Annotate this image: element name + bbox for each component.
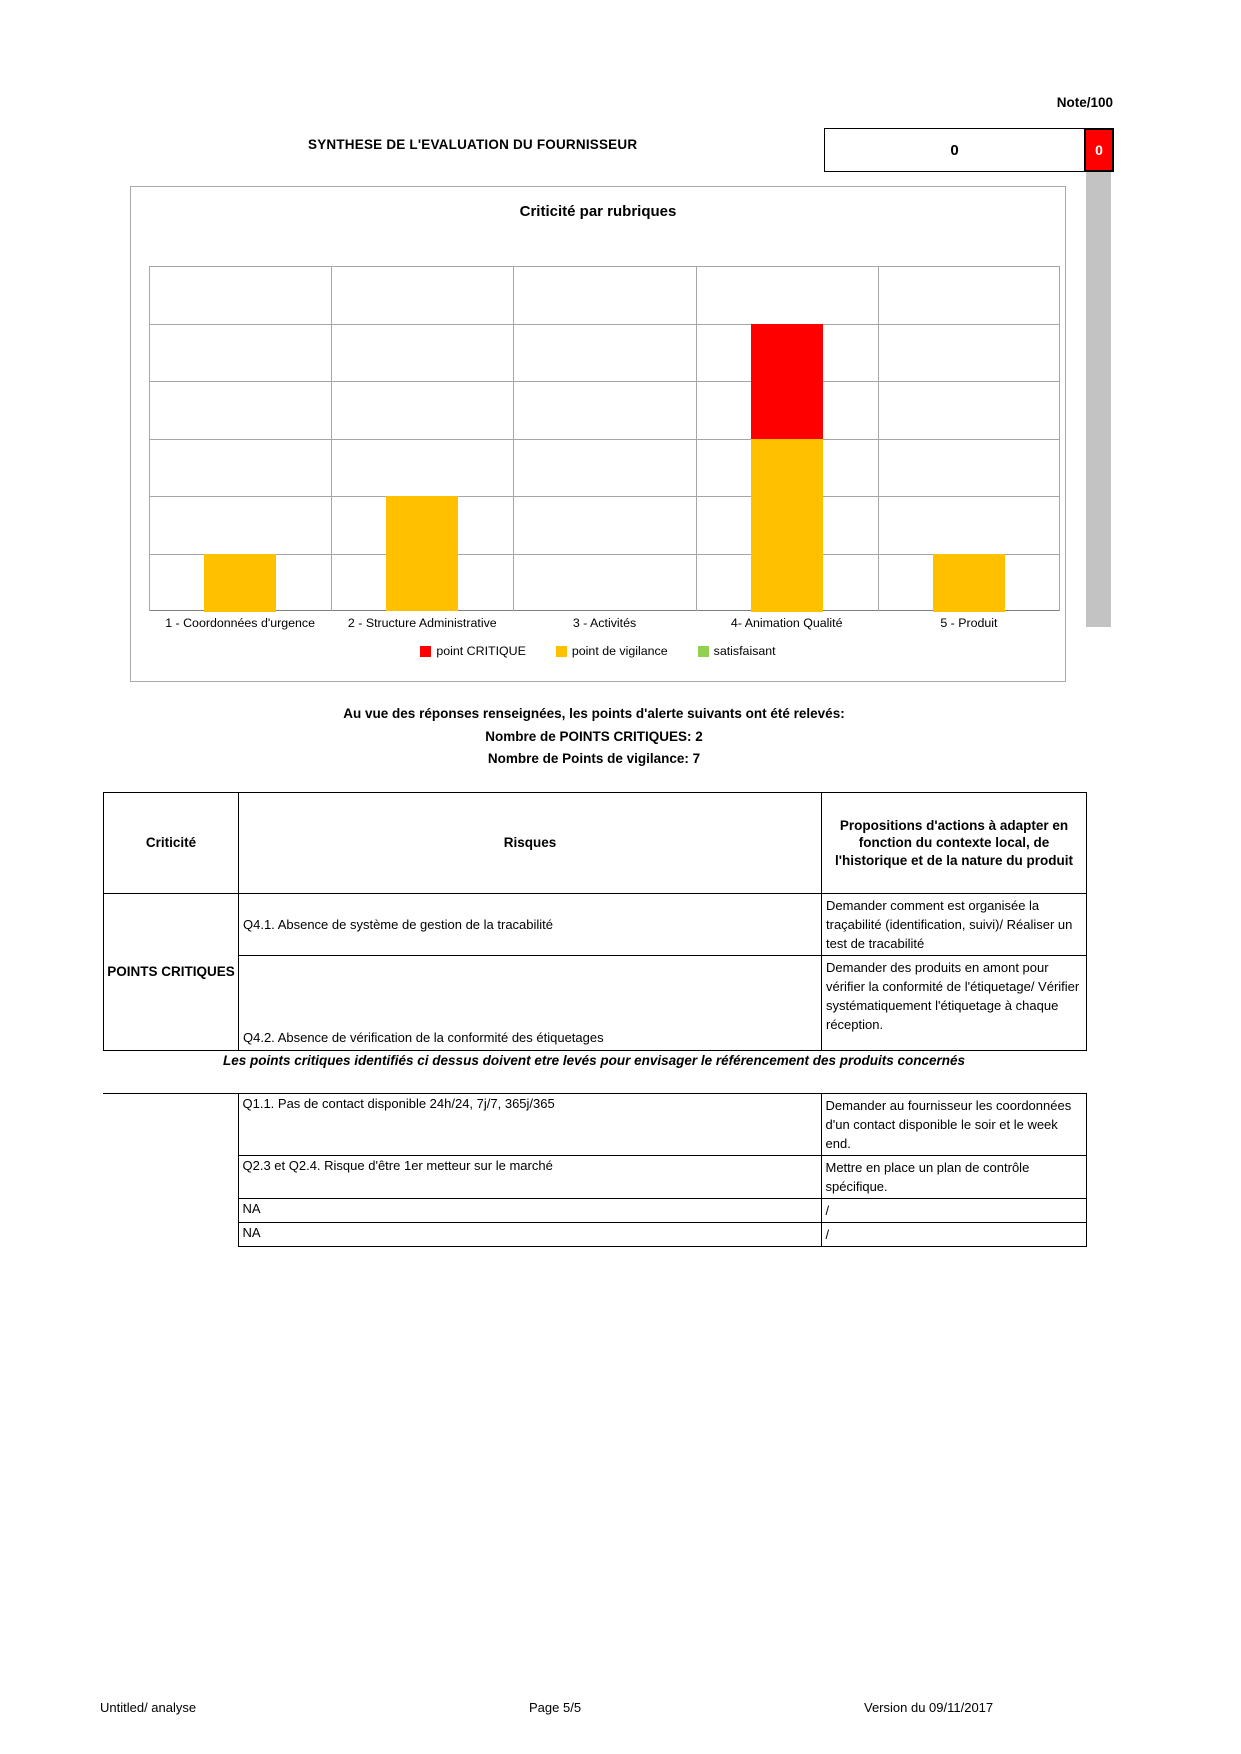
category-separator (513, 266, 514, 611)
spacer-cell (103, 1156, 238, 1199)
risk-q2-3: Q2.3 et Q2.4. Risque d'être 1er metteur sur le marché (238, 1156, 821, 1199)
bar-vigilance (933, 554, 1005, 612)
chart-plot-area (149, 266, 1060, 611)
gridline (149, 266, 1060, 267)
spacer-cell (103, 1199, 238, 1223)
category-separator (331, 266, 332, 611)
x-axis-label: 2 - Structure Administrative (347, 616, 497, 630)
x-axis-label: 4- Animation Qualité (730, 616, 843, 630)
legend-item (420, 644, 526, 658)
legend-label: point CRITIQUE (436, 644, 526, 658)
category-separator (149, 266, 150, 611)
action-q4-2: Demander des produits en amont pour vérifier la conformité de l'étiquetage/ Vérifier systématiquement l'étiquetage à chaque réception. (822, 956, 1087, 1051)
gridline (149, 439, 1060, 440)
chart-legend (131, 644, 1065, 658)
footer-file-name: Untitled/ analyse (100, 1700, 197, 1715)
chart-x-axis-labels (149, 612, 1060, 631)
gridline (149, 324, 1060, 325)
summary-line-2: Nombre de POINTS CRITIQUES: 2 (485, 728, 703, 744)
legend-swatch (556, 646, 567, 657)
category-separator (1059, 266, 1060, 611)
legend-label: satisfaisant (713, 644, 776, 658)
score-flag-cell (1084, 128, 1114, 172)
bar-critical (751, 324, 823, 439)
gridline (149, 381, 1060, 382)
action-q1-1: Demander au fournisseur les coordonnées d'un contact disponible le soir et le week end. (821, 1094, 1086, 1156)
legend-item (698, 644, 776, 658)
risk-q4-1: Q4.1. Absence de système de gestion de la tracabilité (239, 894, 822, 956)
spacer-cell (103, 1094, 238, 1156)
gridline (149, 496, 1060, 497)
criticity-chart (130, 186, 1066, 682)
vigilance-points-table (103, 1093, 1087, 1247)
risk-na-2: NA (238, 1223, 821, 1247)
critical-points-table (103, 792, 1087, 1051)
gridline (149, 554, 1060, 555)
x-axis-line (149, 610, 1060, 611)
risk-q1-1: Q1.1. Pas de contact disponible 24h/24, 7j/7, 365j/365 (238, 1094, 821, 1156)
action-q4-1: Demander comment est organisée la traçabilité (identification, suivi)/ Réaliser un test de tracabilité (822, 894, 1087, 956)
summary-line-1: Au vue des réponses renseignées, les points d'alerte suivants ont été relevés: (343, 706, 845, 721)
legend-swatch (698, 646, 709, 657)
x-axis-label: 3 - Activités (572, 616, 637, 630)
score-value: 0 (950, 141, 959, 159)
footer-page-number: Page 5/5 (529, 1700, 582, 1715)
category-separator (696, 266, 697, 611)
score-flag-value: 0 (1095, 142, 1103, 158)
summary-line-3: Nombre de Points de vigilance: 7 (487, 751, 701, 766)
bar-vigilance (751, 439, 823, 612)
action-na-2: / (821, 1223, 1086, 1247)
score-value-cell (824, 128, 1085, 172)
category-separator (878, 266, 879, 611)
action-q2-3: Mettre en place un plan de contrôle spécifique. (821, 1156, 1086, 1199)
x-axis-label: 1 - Coordonnées d'urgence (165, 616, 315, 630)
page-title: SYNTHESE DE L'EVALUATION DU FOURNISSEUR (308, 137, 638, 152)
risk-q4-2: Q4.2. Absence de vérification de la conformité des étiquetages (239, 956, 822, 1051)
legend-item (556, 644, 668, 658)
alert-summary (103, 703, 1085, 771)
legend-label: point de vigilance (571, 644, 668, 658)
spacer-cell (103, 1223, 238, 1247)
action-na-1: / (821, 1199, 1086, 1223)
bar-vigilance (204, 554, 276, 612)
critical-points-notice: Les points critiques identifiés ci dessus doivent etre levés pour envisager le référencement des produits concernés (223, 1053, 965, 1068)
bar-vigilance (386, 496, 458, 611)
note-over-100-label: Note/100 (1056, 95, 1113, 110)
header-criticite: Criticité (104, 793, 239, 894)
critical-row-label: POINTS CRITIQUES (104, 894, 239, 1051)
header-propositions: Propositions d'actions à adapter en fonction du contexte local, de l'historique et de la nature du produit (822, 793, 1087, 894)
x-axis-label: 5 - Produit (940, 616, 998, 630)
risk-na-1: NA (238, 1199, 821, 1223)
footer-version: Version du 09/11/2017 (864, 1700, 994, 1715)
right-gray-strip (1086, 172, 1111, 627)
legend-swatch (420, 646, 431, 657)
chart-title: Criticité par rubriques (519, 203, 677, 220)
header-risques: Risques (239, 793, 822, 894)
